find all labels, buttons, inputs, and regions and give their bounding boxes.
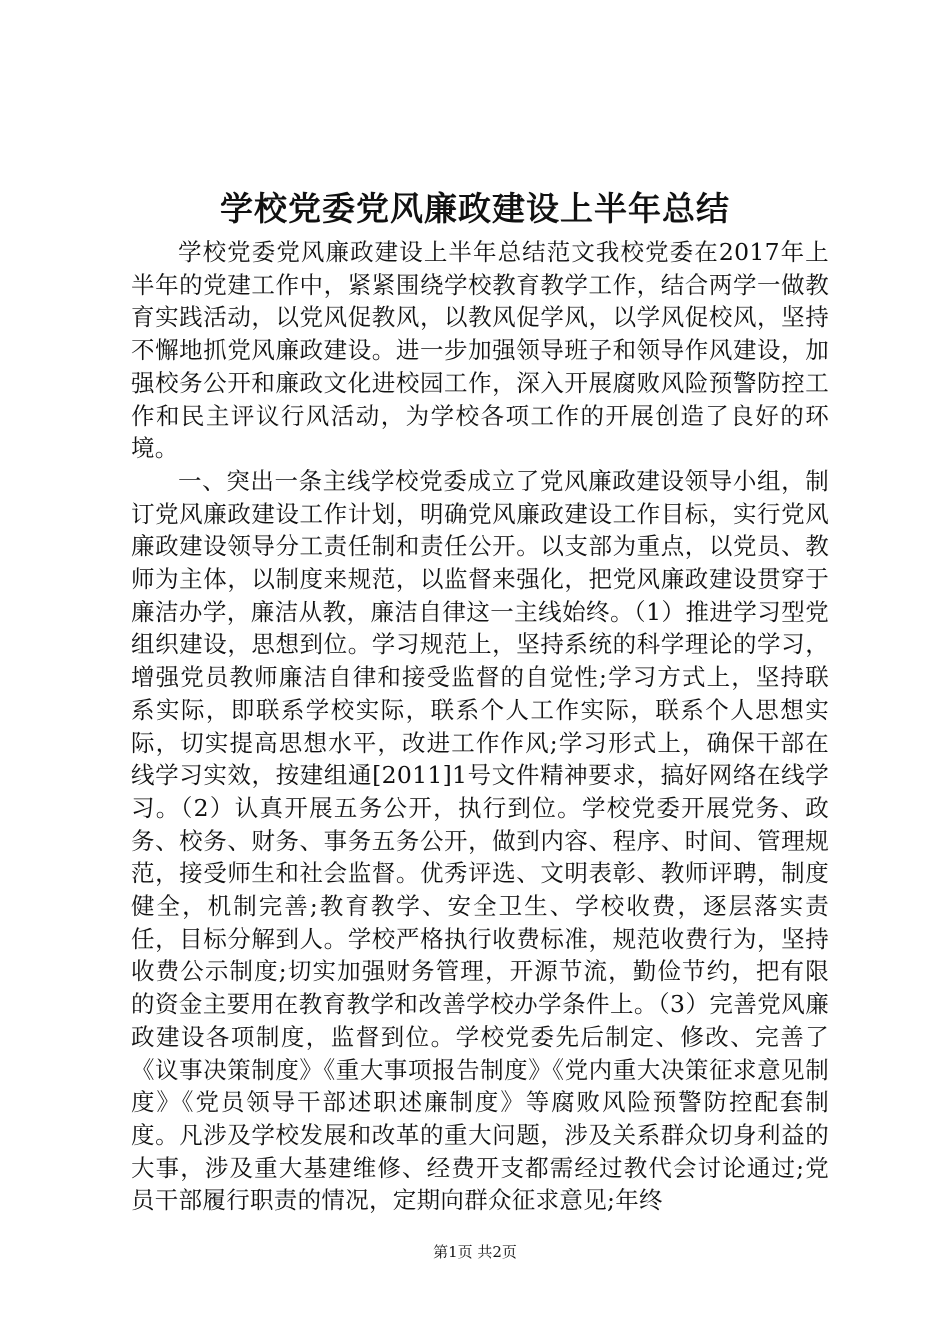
document-title: 学校党委党风廉政建设上半年总结 [220,189,730,228]
page-footer: 第1页 共2页 [433,1243,517,1261]
intro-paragraph: 学校党委党风廉政建设上半年总结范文我校党委在2017年上半年的党建工作中，紧紧围绕学校教育教学工作，结合两学一做教育实践活动，以党风促教风，以教风促学风，以学风促校风，坚持不懈地抓党风廉政建设。进一步加强领导班子和领导作风建设，加强校务公开和廉政文化进校园工作，深入开展腐败风险预警防控工作和民主评议行风活动，为学校各项工作的开展创造了良好的环境。 [131,238,829,463]
document-body [131,236,829,1217]
section-one-paragraph: 一、突出一条主线学校党委成立了党风廉政建设领导小组，制订党风廉政建设工作计划，明确党风廉政建设工作目标，实行党风廉政建设领导分工责任制和责任公开。以支部为重点，以党员、教师为主体，以制度来规范，以监督来强化，把党风廉政建设贯穿于廉洁办学，廉洁从教，廉洁自律这一主线始终。（1）推进学习型党组织建设，思想到位。学习规范上，坚持系统的科学理论的学习，增强党员教师廉洁自律和接受监督的自觉性;学习方式上，坚持联系实际，即联系学校实际，联系个人工作实际，联系个人思想实际，切实提高思想水平，改进工作作风;学习形式上，确保干部在线学习实效，按建组通[2011]1号文件精神要求，搞好网络在线学习。（2）认真开展五务公开，执行到位。学校党委开展党务、政务、校务、财务、事务五务公开，做到内容、程序、时间、管理规范，接受师生和社会监督。优秀评选、文明表彰、教师评聘，制度健全，机制完善;教育教学、安全卫生、学校收费，逐层落实责任，目标分解到人。学校严格执行收费标准，规范收费行为，坚持收费公示制度;切实加强财务管理，开源节流，勤俭节约，把有限的资金主要用在教育教学和改善学校办学条件上。（3）完善党风廉政建设各项制度，监督到位。学校党委先后制定、修改、完善了《议事决策制度》《重大事项报告制度》《党内重大决策征求意见制度》《党员领导干部述职述廉制度》等腐败风险预警防控配套制度。凡涉及学校发展和改革的重大问题，涉及关系群众切身利益的大事，涉及重大基建维修、经费开支都需经过教代会讨论通过;党员干部履行职责的情况，定期向群众征求意见;年终 [131,466,829,1215]
